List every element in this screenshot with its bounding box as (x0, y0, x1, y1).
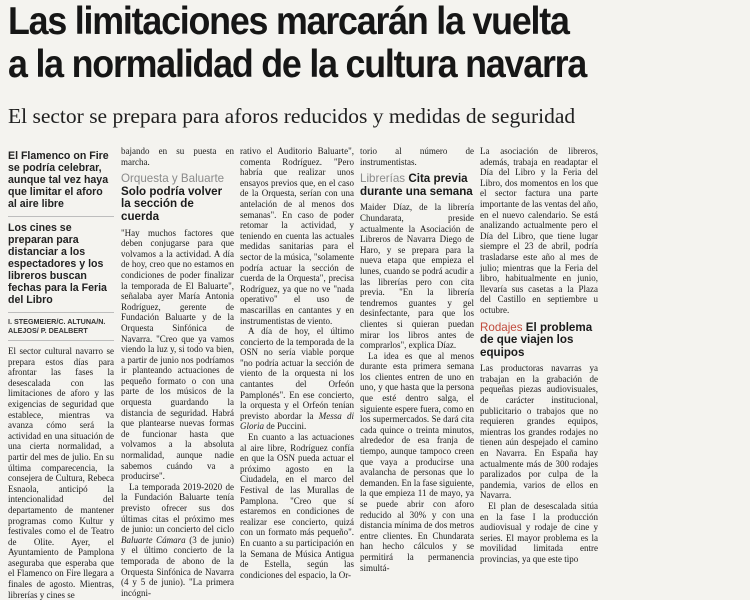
italic-title: Baluarte Cámara (121, 534, 186, 545)
body-text: La temporada 2019-2020 de la Fundación Baluarte tenía previsto ofrecer sus dos últimas citas el próximo mes de junio: un concierto del ciclo (121, 481, 234, 535)
divider (8, 312, 114, 313)
body-paragraph (240, 326, 354, 432)
subheading-rodajes (480, 322, 598, 360)
subheading-kicker: Orquesta y Baluarte (121, 172, 225, 186)
subheading-kicker: Librerías (360, 172, 406, 186)
body-text: A día de hoy, el último concierto de la temporada de la OSN no sería viable porque "no podría actuar la sección de viento de la orquesta ni los cantantes del Orfeón Pamplonés". En ese concierto, la orquesta y el Orfeón tenían previsto abordar la (240, 326, 354, 421)
subheading-kicker: Rodajes (480, 320, 523, 334)
body-paragraph: Las productoras navarras ya trabajan en la grabación de pequeñas piezas audiovisuales, de carácter institucional, publicitario o trabajos que no requieren grandes equipos, mientras los grandes rodajes no tienen aún despejado el camino en Navarra. En España hay actualmente más de 300 rodajes paralizados por culpa de la pandemia, varios de ellos en Navarra. (480, 363, 598, 501)
italic-title: Messa di Gloria (240, 410, 355, 432)
divider (8, 216, 114, 217)
body-paragraph: La asociación de libreros, además, trabaja en readaptar el Día del Libro y la Feria del Libro, dos momentos en los que el sector factura una parte importante de las ventas del año, en el nuevo calendario. Se está analizando actualmente pero el Día del Libro, que tiene lugar siempre el 23 de abril, podría trasladarse este año al mes de julio; mientras que la Feria del libro, habitualmente en junio, llevaría sus casetas a la Plaza del Castillo en septiembre u octubre. (480, 146, 598, 315)
subheading-librerias (360, 173, 474, 198)
article-column-3 (240, 146, 355, 580)
subheading-title: El problema de que viajen los equipos (480, 320, 593, 359)
body-paragraph: Maider Díaz, de la librería Chundarata, preside actualmente la Asociación de Libreros de Navarra Diego de Haro, y se prepara para la nueva etapa que empieza el lunes, cuando se podrá acudir a las librerías pero con cita previa. "En la librería tendremos guantes y gel desinfectante, para que los clientes si quieran puedan mirar los libros antes de comprarlos", explica Díaz. (360, 202, 474, 351)
headline-line-2: a la normalidad de la cultura navarra (8, 43, 587, 86)
subheading-orquesta (121, 173, 234, 223)
body-paragraph: bajando en su puesta en marcha. (121, 146, 234, 167)
pull-quote-cines: Los cines se preparan para distanciar a los espectadores y los libreros buscan fechas para la Feria del Libro (8, 222, 107, 306)
sidebar-column (8, 150, 114, 600)
body-paragraph: "Hay muchos factores que deben conjugarse para que volvamos a la actividad. A día de hoy, creo que no estamos en condiciones de poder finalizar la temporada de El Baluarte", señalaba ayer María Antonia Rodríguez, gerente de Fundación Baluarte y de la Orquesta Sinfónica de Navarra. "Creo que ya vamos viendo la luz y, si todo va bien, a partir de junio nos podríamos ir planteando actuaciones de pequeño formato o con una parte de los músicos de la orquesta guardando la distancia de seguridad. Habrá que plantearse nuevas formas de funcionar hasta que volvamos a la absoluta normalidad, aunque nadie sabemos cuándo va a producirse". (121, 227, 234, 482)
article-column-5 (480, 146, 598, 564)
body-text: de Puccini. (264, 421, 307, 432)
divider (8, 340, 114, 341)
body-paragraph: El plan de desescalada sitúa en la fase I la producción audiovisual y rodaje de cine y series. El mayor problema es la movilidad limitada entre provincias, ya que este tipo (480, 501, 598, 564)
body-paragraph (121, 482, 234, 599)
byline: I. STEGMEIER/C. ALTUNA/N. ALEJOS/ P. DEALBERT (8, 317, 106, 335)
subheading-title: Cita previa durante una semana (360, 172, 473, 198)
headline-line-1: Las limitaciones marcarán la vuelta (8, 0, 569, 43)
body-paragraph: En cuanto a las actuaciones al aire libre, Rodríguez confía en que la OSN pueda actuar el próximo agosto en la Ciudadela, en el marco del Festival de las Murallas de Pamplona. "Creo que sí estaremos en condiciones de realizar ese concierto, quizá con un formato más pequeño". En cuanto a su participación en la Semana de Música Antigua de Estella, según las condiciones del espacio, la Or- (240, 432, 354, 580)
deck-subheadline: El sector se prepara para aforos reducidos y medidas de seguridad (8, 104, 576, 128)
pull-quote-flamenco: El Flamenco on Fire se podría celebrar, aunque tal vez haya que limitar el aforo al aire libre (8, 150, 109, 210)
body-paragraph: rativo el Auditorio Baluarte", comenta Rodríguez. "Pero habría que realizar unos ensayos previos que, en el caso de la Orquesta, serían con una antelación de al menos dos semanas". En caso de poder retomar la actividad, y teniendo en cuenta las actuales medidas sanitarias para el sector de la música, "solamente podría actuar la sección de cuerda de la Orquesta", precisa Rodríguez, ya que no ve "nada operativo" el uso de mascarillas en cantantes y en instrumentistas de viento. (240, 146, 354, 326)
body-paragraph: La idea es que al menos durante esta primera semana los clientes entren de uno en uno, y que hasta que la persona que esté dentro salga, el siguiente espere fuera, como en los supermercados. Se dará cita cada quince o treinta minutos, alrededor de esa franja de tiempo, aunque tampoco creen que vaya a producirse una avalancha de personas que lo demanden. En la fase siguiente, la que empieza 11 de mayo, ya se puede abrir con aforo reducido al 30% y con una distancia mínima de dos metros entre clientes. En Chundarata han hecho cálculos y se permitirá la permanencia simultá- (360, 350, 474, 573)
article-column-4 (360, 146, 474, 573)
article-column-2 (121, 146, 234, 598)
body-paragraph: torio al número de instrumentistas. (360, 146, 474, 167)
body-paragraph: El sector cultural navarro se prepara estos días para afrontar las fases la desescalada con las limitaciones de aforo y las exigencias de seguridad que establece, mientras va avanza cómo será la actividad en una situación de una cierta normalidad, a partir del mes de julio. En su última comparecencia, la consejera de Cultura, Rebeca Esnaola, anticipó la intencionalidad del departamento de mantener programas como Kultur y festivales como el de Teatro de Olite. Ayer, el Ayuntamiento de Pamplona aseguraba que esperaba que el Flamenco on Fire llegara a finales de agosto. Mientras, librerías y cines se (8, 346, 114, 600)
headline (8, 0, 698, 86)
body-text: (3 de junio) y el último concierto de la temporada de abono de la Orquesta Sinfónica de Navarra (4 y 5 de junio). "La primera incógni- (121, 534, 234, 598)
subheading-title: Solo podría volver la sección de cuerda (121, 184, 223, 223)
